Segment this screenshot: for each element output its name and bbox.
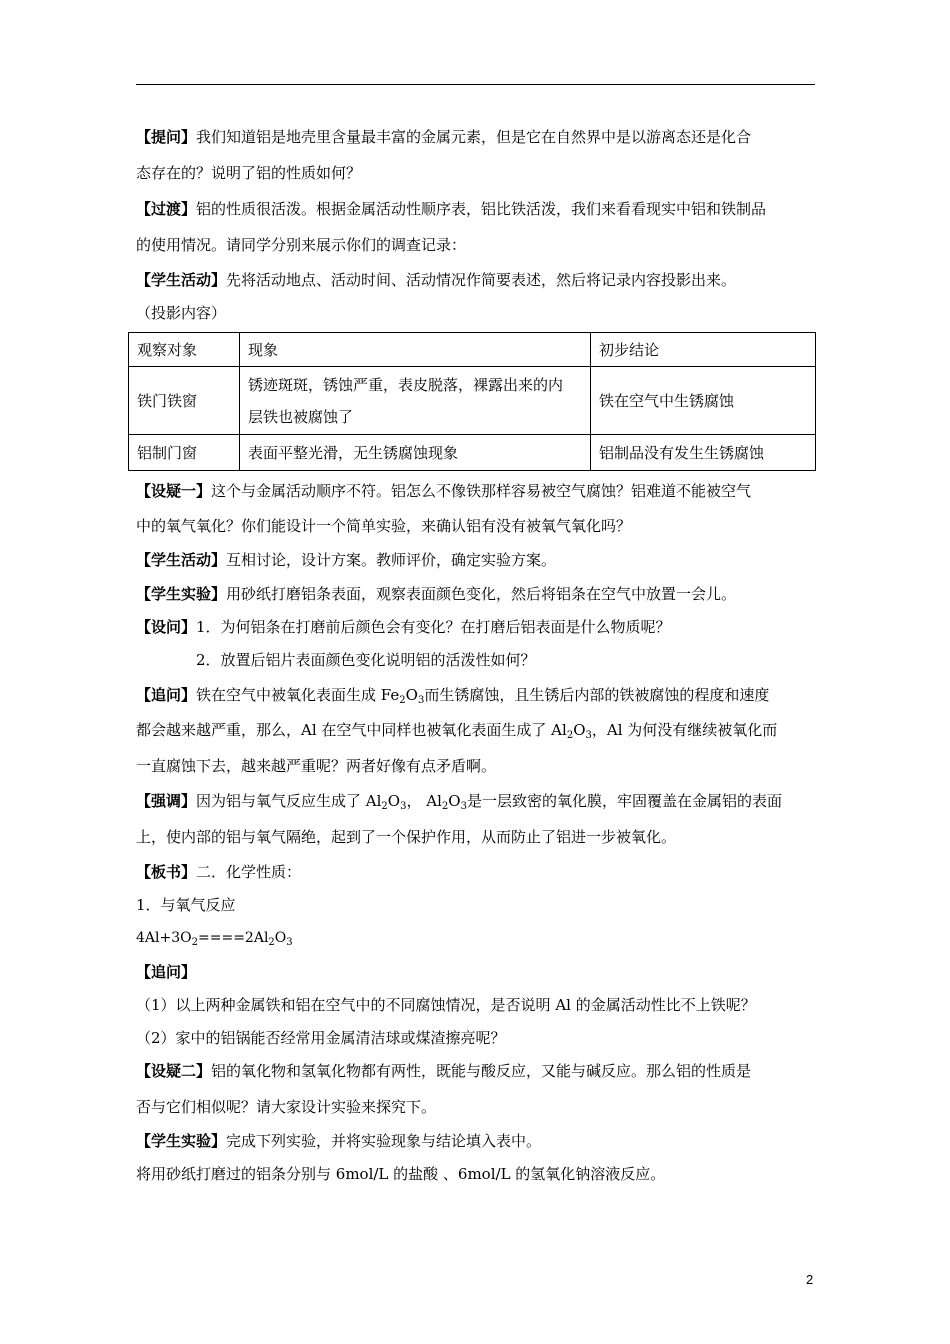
- paragraph-emphasis: 【强调】因为铝与氧气反应生成了 $Al_2O_3$， $Al_2O_3$是一层致密的氧化膜，牢固覆盖在金属铝的表面: [136, 792, 782, 812]
- label-student-experiment: 【学生实验】: [136, 1132, 227, 1150]
- paragraph-board: 【板书】二．化学性质：: [136, 863, 302, 881]
- table-header-cell: 初步结论: [591, 333, 816, 367]
- table-row: [129, 367, 816, 435]
- table-cell: 铝制门窗: [129, 435, 240, 471]
- label-tiwen: 【提问】: [136, 128, 197, 146]
- table-header-cell: 现象: [240, 333, 591, 367]
- label-guodu: 【过渡】: [136, 200, 197, 218]
- paragraph-question: 【提问】我们知道铝是地壳里含量最丰富的金属元素，但是它在自然界中是以游离态还是化合: [136, 128, 752, 146]
- label-board: 【板书】: [136, 863, 197, 881]
- paragraph-student-activity-2: 【学生活动】互相讨论，设计方案。教师评价，确定实验方案。: [136, 551, 557, 569]
- paragraph-doubt-one: 【设疑一】这个与金属活动顺序不符。铝怎么不像铁那样容易被空气腐蚀？铝难道不能被空气: [136, 482, 752, 500]
- paragraph-question-cont: 态存在的？说明了铝的性质如何？: [136, 164, 362, 182]
- label-doubt-two: 【设疑二】: [136, 1062, 212, 1080]
- paragraph-student-experiment: 【学生实验】用砂纸打磨铝条表面，观察表面颜色变化，然后将铝条在空气中放置一会儿。: [136, 585, 737, 603]
- paragraph-emphasis-cont: 上，使内部的铝与氧气隔绝，起到了一个保护作用，从而防止了铝进一步被氧化。: [136, 828, 677, 846]
- header-rule: [136, 84, 815, 85]
- table-header-row: [129, 333, 816, 367]
- paragraph-transition-cont: 的使用情况。请同学分别来展示你们的调查记录：: [136, 236, 467, 254]
- projection-note: （投影内容）: [136, 304, 227, 322]
- paragraph-follow-up: 【追问】铁在空气中被氧化表面生成 $Fe_2O_3$而生锈腐蚀，且生锈后内部的铁被腐蚀的程度和速度: [136, 686, 770, 706]
- paragraph-follow-up-cont: 都会越来越严重，那么，Al 在空气中同样也被氧化表面生成了 $Al_2O_3$，Al 为何没有继续被氧化而: [136, 721, 778, 741]
- paragraph-student-experiment-2: 【学生实验】完成下列实验，并将实验现象与结论填入表中。: [136, 1132, 542, 1150]
- paragraph-experiment-desc: 将用砂纸打磨过的铝条分别与 6mol/L 的盐酸 、6mol/L 的氢氧化钠溶液反应。: [136, 1165, 666, 1183]
- question-2: （2）家中的铝锅能否经常用金属清洁球或煤渣擦亮呢？: [136, 1029, 506, 1047]
- label-setwen: 【设问】: [136, 618, 197, 636]
- paragraph-student-activity: 【学生活动】先将活动地点、活动时间、活动情况作简要表述，然后将记录内容投影出来。: [136, 271, 737, 289]
- paragraph-follow-up-cont2: 一直腐蚀下去，越来越严重呢？两者好像有点矛盾啊。: [136, 757, 497, 775]
- table-row: [129, 435, 816, 471]
- label-doubt-one: 【设疑一】: [136, 482, 212, 500]
- paragraph-doubt-two-cont: 否与它们相似呢？请大家设计实验来探究下。: [136, 1098, 437, 1116]
- question-1: （1）以上两种金属铁和铝在空气中的不同腐蚀情况，是否说明 Al 的金属活动性比不上铁呢？: [136, 996, 756, 1014]
- table-cell: 表面平整光滑，无生锈腐蚀现象: [240, 435, 591, 471]
- paragraph-setwen-q2: 2．放置后铝片表面颜色变化说明铝的活泼性如何？: [196, 651, 536, 669]
- label-student-activity: 【学生活动】: [136, 551, 227, 569]
- observation-table: [128, 332, 816, 471]
- table-header-cell: 观察对象: [129, 333, 240, 367]
- label-follow-up: 【追问】: [136, 963, 197, 981]
- subheading-oxygen-reaction: 1．与氧气反应: [136, 896, 236, 914]
- label-follow-up: 【追问】: [136, 686, 197, 704]
- chemical-equation: $4Al+3O_2====2Al_2O_3$: [136, 930, 293, 948]
- paragraph-setwen: 【设问】1．为何铝条在打磨前后颜色会有变化？在打磨后铝表面是什么物质呢？: [136, 618, 671, 636]
- table-cell: 铁门铁窗: [129, 367, 240, 435]
- label-student-activity: 【学生活动】: [136, 271, 227, 289]
- page-number: 2: [806, 1272, 814, 1287]
- paragraph-follow-up-2: [136, 962, 816, 982]
- label-emphasis: 【强调】: [136, 792, 197, 810]
- paragraph-doubt-two: 【设疑二】铝的氧化物和氢氧化物都有两性，既能与酸反应，又能与碱反应。那么铝的性质是: [136, 1062, 752, 1080]
- paragraph-doubt-one-cont: 中的氧气氧化？你们能设计一个简单实验，来确认铝有没有被氧气氧化吗？: [136, 517, 632, 535]
- table-cell: 锈迹斑斑，锈蚀严重，表皮脱落，裸露出来的内 层铁也被腐蚀了: [240, 367, 591, 435]
- table-cell: 铝制品没有发生生锈腐蚀: [591, 435, 816, 471]
- table-cell: 铁在空气中生锈腐蚀: [591, 367, 816, 435]
- label-student-experiment: 【学生实验】: [136, 585, 227, 603]
- paragraph-transition: 【过渡】铝的性质很活泼。根据金属活动性顺序表，铝比铁活泼，我们来看看现实中铝和铁制品: [136, 200, 767, 218]
